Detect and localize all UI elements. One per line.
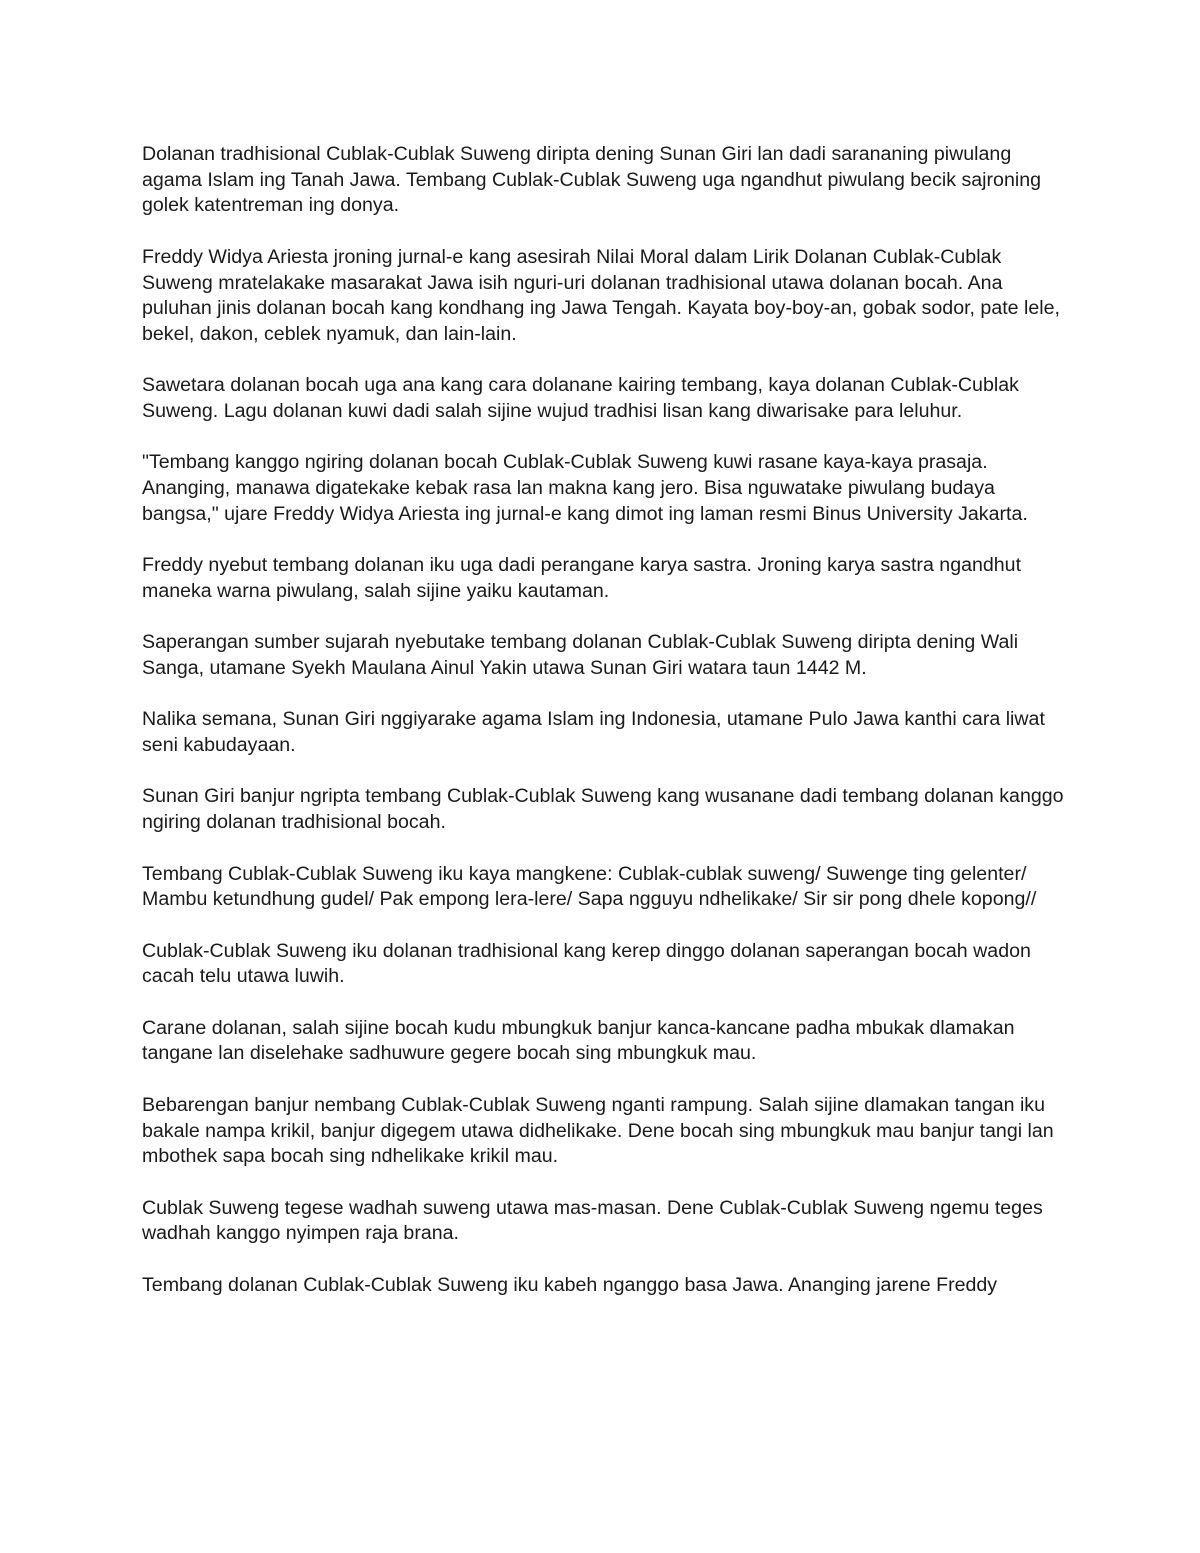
paragraph-4: "Tembang kanggo ngiring dolanan bocah Cublak-Cublak Suweng kuwi rasane kaya-kaya prasaja. Ananging, manawa digatekake kebak rasa lan makna kang jero. Bisa nguwatake piwulang budaya bangsa," ujare Freddy Widya Ariesta ing jurnal-e kang dimot ing laman resmi Binus University Jakarta. <box>142 451 1028 525</box>
paragraph-5: Freddy nyebut tembang dolanan iku uga dadi perangane karya sastra. Jroning karya sastra ngandhut maneka warna piwulang, salah sijine yaiku kautaman. <box>142 554 1022 602</box>
paragraph-14: Tembang dolanan Cublak-Cublak Suweng iku kabeh nganggo basa Jawa. Ananging jarene Freddy <box>142 1273 998 1296</box>
paragraph-11: Carane dolanan, salah sijine bocah kudu mbungkuk banjur kanca-kancane padha mbukak dlamakan tangane lan diselehake sadhuwure gegere bocah sing mbungkuk mau. <box>142 1016 1015 1065</box>
paragraph-1: Dolanan tradhisional Cublak-Cublak Suweng diripta dening Sunan Giri lan dadi sarananing piwulang agama Islam ing Tanah Jawa. Tembang Cublak-Cublak Suweng uga ngandhut piwulang becik sajroning golek katentreman ing donya. <box>142 143 1041 217</box>
paragraph-7: Nalika semana, Sunan Giri nggiyarake agama Islam ing Indonesia, utamane Pulo Jawa kanthi cara liwat seni kabudayaan. <box>142 708 1045 757</box>
paragraph-6: Saperangan sumber sujarah nyebutake tembang dolanan Cublak-Cublak Suweng diripta dening Wali Sanga, utamane Syekh Maulana Ainul Yakin utawa Sunan Giri watara taun 1442 M. <box>142 631 1019 679</box>
paragraph-12: Bebarengan banjur nembang Cublak-Cublak Suweng nganti rampung. Salah sijine dlamakan tangan iku bakale nampa krikil, banjur digegem utawa didhelikake. Dene bocah sing mbungkuk mau banjur tangi lan mbothek sapa bocah sing ndhelikake krikil mau. <box>142 1093 1054 1168</box>
paragraph-3: Sawetara dolanan bocah uga ana kang cara dolanane kairing tembang, kaya dolanan Cublak-Cublak Suweng. Lagu dolanan kuwi dadi salah sijine wujud tradhisi lisan kang diwarisake para leluhur. <box>142 374 1019 422</box>
paragraph-2: Freddy Widya Ariesta jroning jurnal-e kang asesirah Nilai Moral dalam Lirik Dolanan Cublak-Cublak Suweng mratelakake masarakat Jawa isih nguri-uri dolanan tradhisional utawa dolanan bocah. Ana puluhan jinis dolanan bocah kang kondhang ing Jawa Tengah. Kayata boy-boy-an, gobak sodor, pate lele, bekel, dakon, ceblek nyamuk, dan lain-lain. <box>142 245 1060 345</box>
paragraph-13: Cublak Suweng tegese wadhah suweng utawa mas-masan. Dene Cublak-Cublak Suweng ngemu teges wadhah kanggo nyimpen raja brana. <box>142 1196 1043 1245</box>
document-body <box>142 142 1067 1324</box>
paragraph-10: Cublak-Cublak Suweng iku dolanan tradhisional kang kerep dinggo dolanan saperangan bocah wadon cacah telu utawa luwih. <box>142 939 1031 988</box>
paragraph-9: Tembang Cublak-Cublak Suweng iku kaya mangkene: Cublak-cublak suweng/ Suwenge ting gelenter/ Mambu ketundhung gudel/ Pak empong lera-lere/ Sapa ngguyu ndhelikake/ Sir sir pong dhele kopong// <box>142 862 1037 911</box>
paragraph-8: Sunan Giri banjur ngripta tembang Cublak-Cublak Suweng kang wusanane dadi tembang dolanan kanggo ngiring dolanan tradhisional bocah. <box>142 785 1064 834</box>
